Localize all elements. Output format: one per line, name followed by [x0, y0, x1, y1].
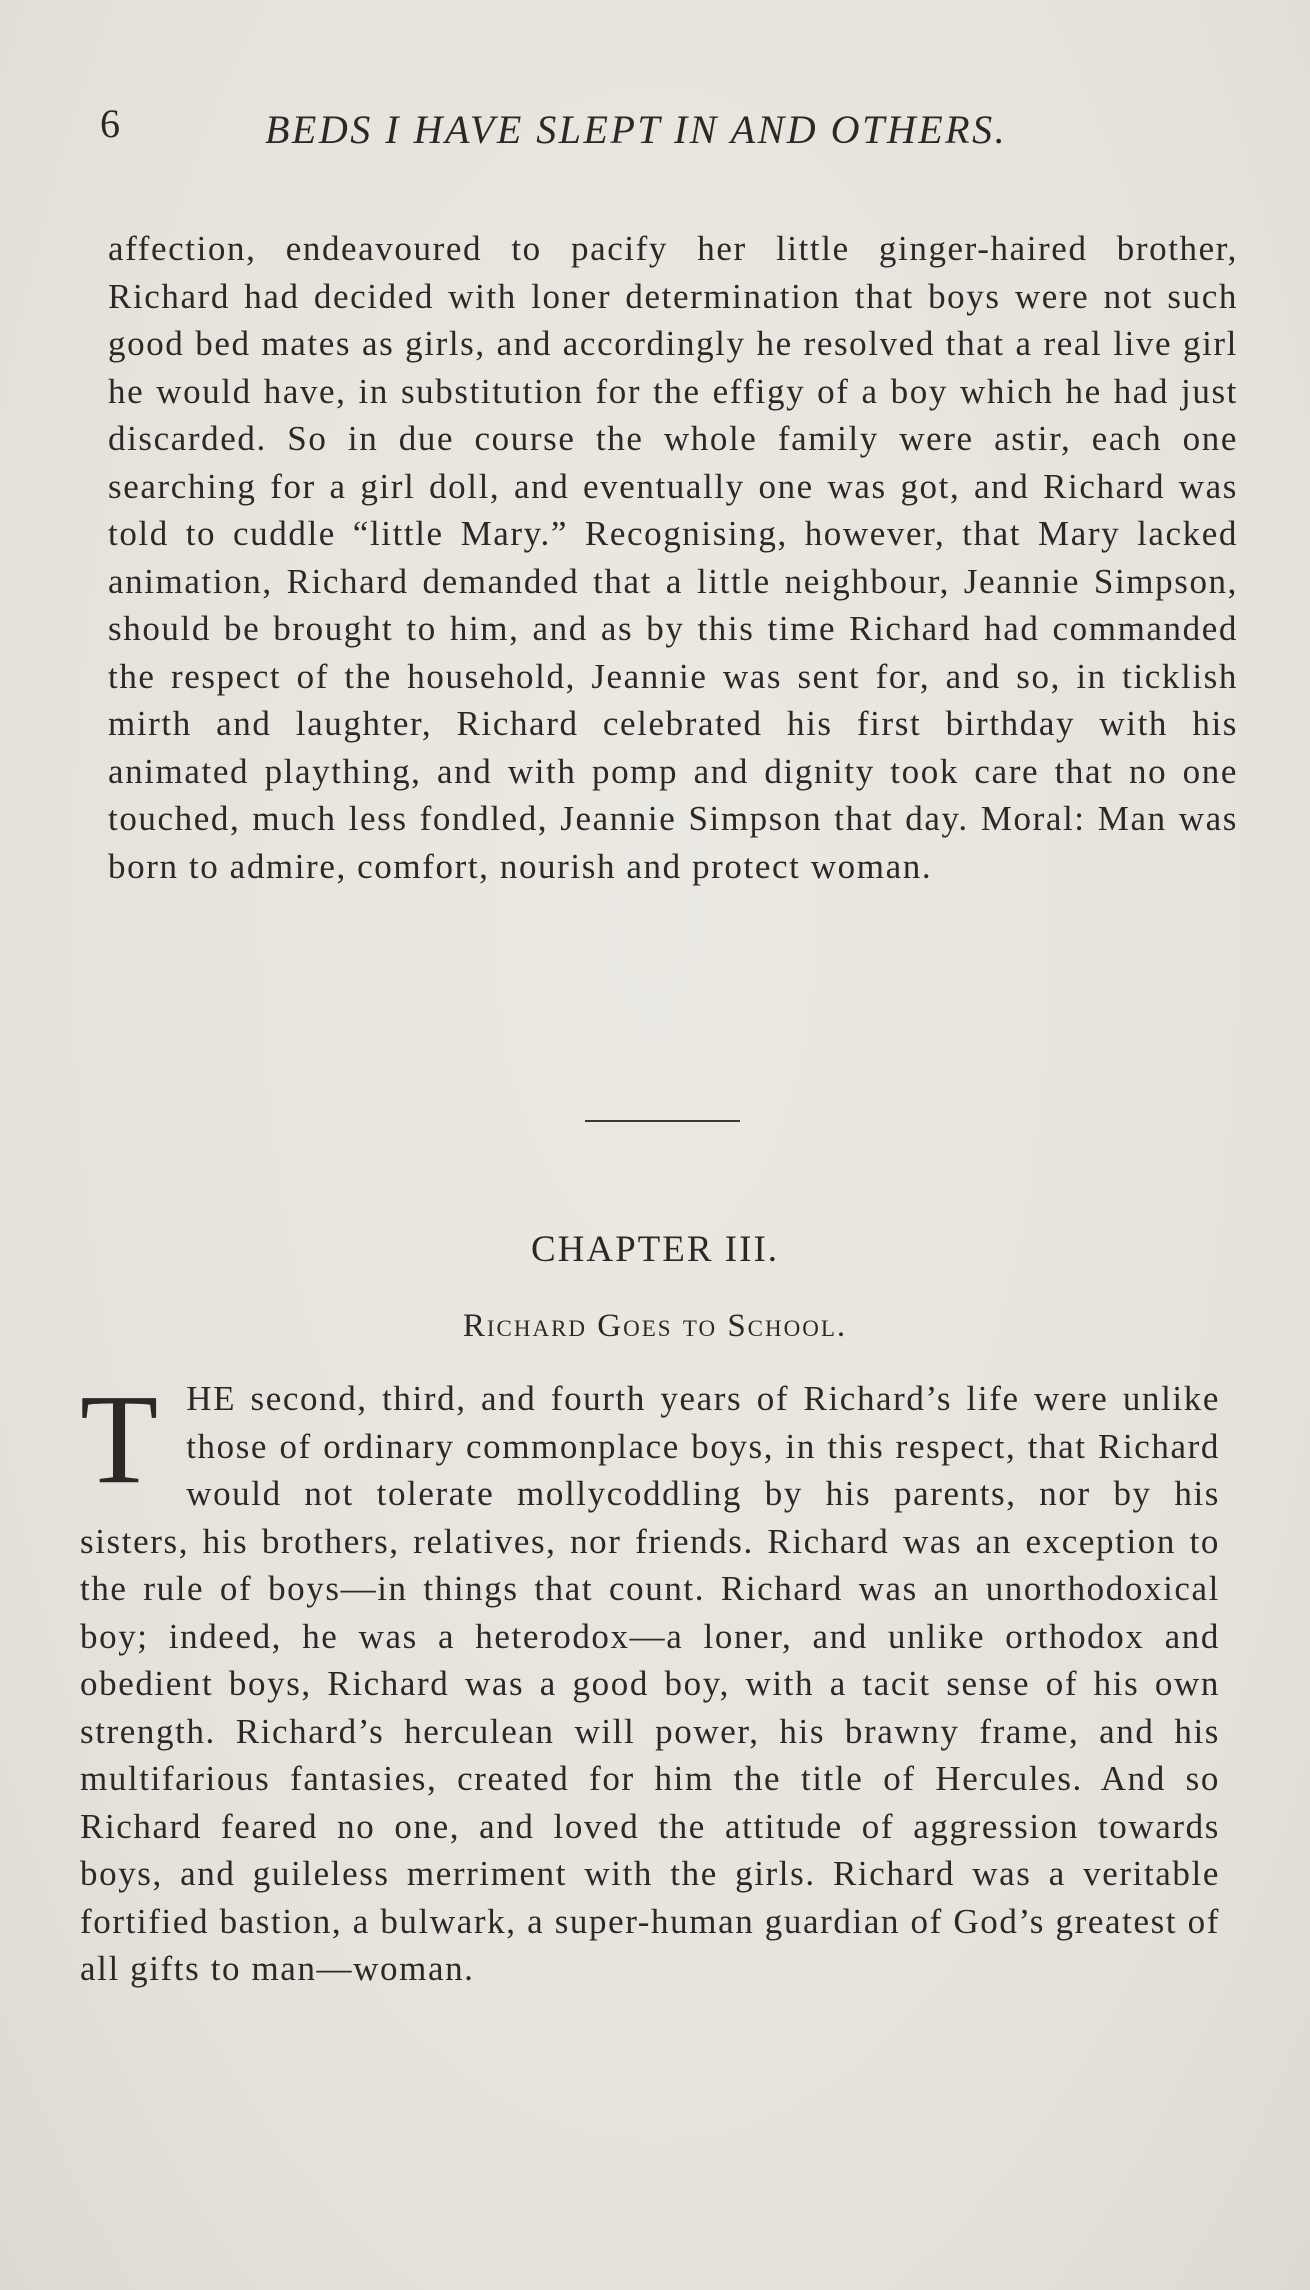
paragraph-continued: affection, endeavoured to pacify her little ginger-haired brother, Richard had decided with loner determination that boys were not such good bed mates as girls, and accordingly he resolved that a real live girl he would have, in substitution for the effigy of a boy which he had just discarded. So in due course the whole family were astir, each one searching for a girl doll, and eventually one was got, and Richard was told to cuddle “little Mary.” Recognising, however, that Mary lacked animation, Richard demanded that a little neighbour, Jeannie Simpson, should be brought to him, and as by this time Richard had commanded the respect of the household, Jeannie was sent for, and so, in ticklish mirth and laughter, Richard celebrated his first birthday with his animated plaything, and with pomp and dignity took care that no one touched, much less fondled, Jeannie Simpson that day. Moral: Man was born to admire, comfort, nourish and protect woman. [108, 229, 1238, 886]
running-title: BEDS I HAVE SLEPT IN AND OTHERS. [265, 107, 1008, 152]
page-number: 6 [100, 101, 121, 146]
chapter-heading: CHAPTER III. [530, 1229, 780, 1270]
chapter-opening-text: HE second, third, and fourth years of Richard’s life were unlike those of ordinary commonplace boys, in this respect, that Richard would not tolerate mollycoddling by his parents, nor by his sisters, his brothers, relatives, nor friends. Richard was an exception to the rule of boys—in things that count. Richard was an unorthodoxical boy; indeed, he was a heterodox—a loner, and unlike orthodox and obedient boys, Richard was a good boy, with a tacit sense of his own strength. Richard’s herculean will power, his brawny frame, and his multifarious fantasies, created for him the title of Hercules. And so Richard feared no one, and loved the attitude of aggression towards boys, and guileless merriment with the girls. Richard was a veritable fortified bastion, a bulwark, a super-human guardian of God’s greatest of all gifts to man—woman. [80, 1379, 1220, 1988]
chapter-opening-paragraph [80, 1368, 1220, 1993]
section-divider-rule [585, 1120, 740, 1122]
chapter-subtitle: Richard Goes to School. [462, 1308, 848, 1344]
drop-cap: T [80, 1368, 159, 1510]
